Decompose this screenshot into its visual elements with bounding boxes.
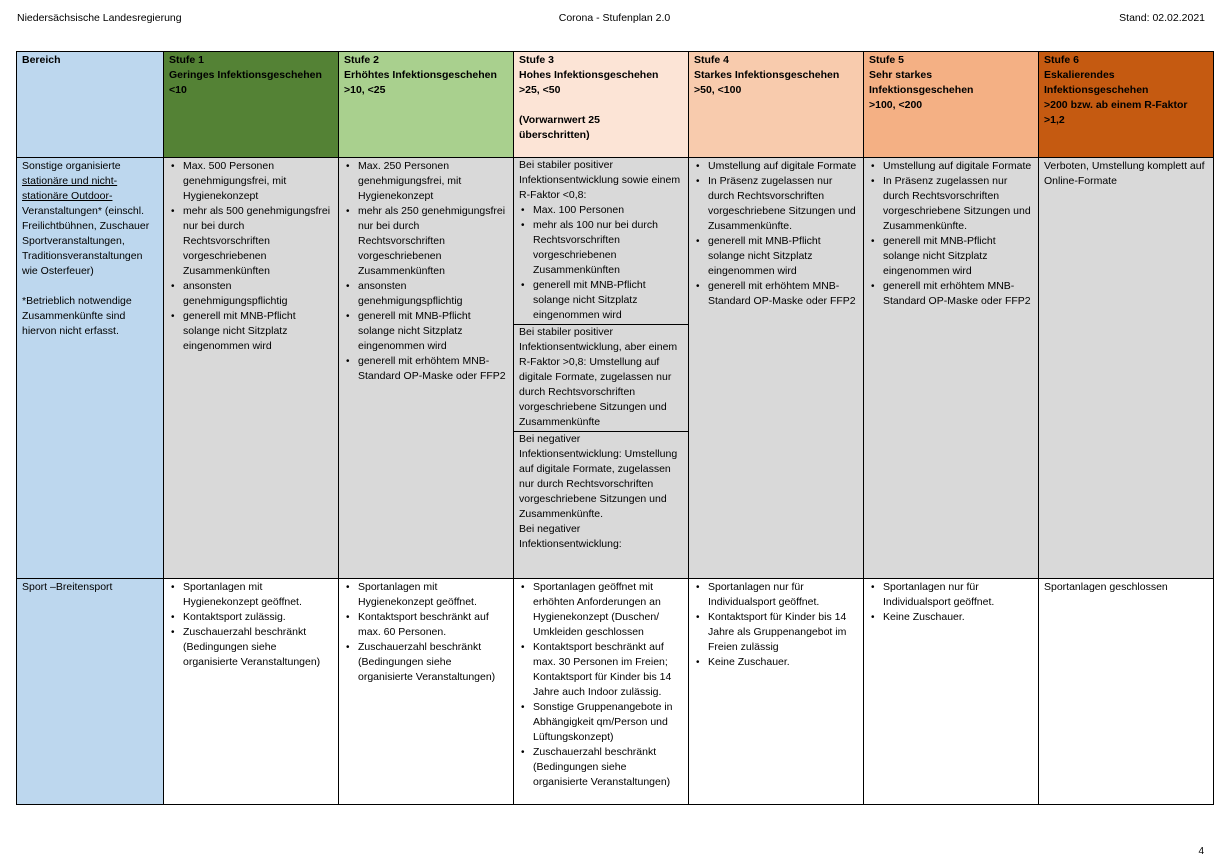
stufe3-list — [519, 580, 683, 790]
stufe2-cell — [339, 158, 514, 579]
stufe5-list — [869, 159, 1033, 309]
list-item: • Zuschauerzahl beschränkt (Bedingungen siehe organisierte Veranstaltungen) — [358, 640, 508, 685]
header-line: Bereich — [22, 54, 61, 66]
list-item: • ansonsten genehmigungspflichtig — [358, 279, 508, 309]
header-line: (Vorwarnwert 25 — [519, 114, 600, 126]
table-row-sport — [17, 579, 1214, 805]
list-item: • Sportanlagen nur für Individualsport geöffnet. — [883, 580, 1033, 610]
stufe4-cell — [689, 579, 864, 805]
header-cell-stufe-2 — [339, 52, 514, 158]
list-item: • Kontaktsport beschränkt auf max. 30 Personen im Freien; Kontaktsport für Kinder bis 14 Jahre auch Indoor zulässig. — [533, 640, 683, 700]
stufenplan-table — [16, 51, 1214, 805]
list-item: • ansonsten genehmigungspflichtig — [183, 279, 333, 309]
list-item: • generell mit erhöhtem MNB-Standard OP-Maske oder FFP2 — [358, 354, 508, 384]
stufe2-cell — [339, 579, 514, 805]
segment-text: Bei stabiler positiver Infektionsentwicklung, aber einem R-Faktor >0,8: Umstellung auf digitale Formate, zugelassen nur durch Rechtsvorschriften vorgeschriebene Sitzungen und Zusammenkünfte — [519, 326, 678, 428]
list-item: • Kontaktsport zulässig. — [183, 610, 333, 625]
list-item: • Sonstige Gruppenangebote in Abhängigkeit qm/Person und Lüftungskonzept) — [533, 700, 683, 745]
list-item: • Sportanlagen nur für Individualsport geöffnet. — [708, 580, 858, 610]
list-item: • Umstellung auf digitale Formate — [883, 159, 1033, 174]
stufe3-cell — [514, 579, 689, 805]
list-item: • Sportanlagen geöffnet mit erhöhten Anforderungen an Hygienekonzept (Duschen/ Umkleiden geschlossen — [533, 580, 683, 640]
segment-intro: Bei stabiler positiver Infektionsentwicklung sowie einem R-Faktor <0,8: — [519, 159, 681, 201]
stufe1-cell — [164, 579, 339, 805]
stufe6-cell: Verboten, Umstellung komplett auf Online-Formate — [1039, 158, 1214, 579]
header-line: Stufe 4 — [694, 54, 730, 66]
header-line: >25, <50 — [519, 84, 561, 96]
stufe3-segment-stable-low-r — [514, 158, 688, 325]
table-row-veranstaltungen — [17, 158, 1214, 579]
stufe1-list — [169, 580, 333, 670]
header-line: <10 — [169, 84, 187, 96]
header-line: Stufe 1 — [169, 54, 205, 66]
stufe4-list — [694, 159, 858, 309]
list-item: • Max. 100 Personen — [533, 203, 683, 218]
bereich-text: Sonstige organisierte — [22, 160, 121, 172]
header-line: >10, <25 — [344, 84, 386, 96]
stufe2-list — [344, 159, 508, 384]
list-item: • In Präsenz zugelassen nur durch Rechtsvorschriften vorgeschriebene Sitzungen und Zusammenkünfte. — [883, 174, 1033, 234]
list-item: • Kontaktsport beschränkt auf max. 60 Personen. — [358, 610, 508, 640]
list-item: • generell mit MNB-Pflicht solange nicht Sitzplatz eingenommen wird — [533, 278, 683, 323]
header-line: Infektionsgeschehen — [1044, 84, 1149, 96]
page-number: 4 — [1198, 846, 1204, 857]
header-line: Eskalierendes — [1044, 69, 1115, 81]
list-item: • In Präsenz zugelassen nur durch Rechtsvorschriften vorgeschriebene Sitzungen und Zusammenkünfte. — [708, 174, 858, 234]
stufe5-cell — [864, 579, 1039, 805]
header-date: Stand: 02.02.2021 — [1119, 12, 1205, 24]
list-item: • Zuschauerzahl beschränkt (Bedingungen siehe organisierte Veranstaltungen) — [533, 745, 683, 790]
stufe4-list — [694, 580, 858, 670]
list-item: • Max. 250 Personen genehmigungsfrei, mit Hygienekonzept — [358, 159, 508, 204]
header-left: Niedersächsische Landesregierung — [17, 12, 182, 24]
list-item: • Keine Zuschauer. — [708, 655, 858, 670]
header-cell-stufe-1 — [164, 52, 339, 158]
bereich-note: *Betrieblich notwendige Zusammenkünfte sind hiervon nicht erfasst. — [22, 295, 132, 337]
segment-text: Bei negativer Infektionsentwicklung: Umstellung auf digitale Formate, zugelassen nur durch Rechtsvorschriften vorgeschriebene Sitzungen und Zusammenkünfte. — [519, 433, 678, 520]
bereich-text-after: Veranstaltungen* (einschl. Freilichtbühnen, Zuschauer Sportveranstaltungen, Traditionsveranstaltungen wie Osterfeuer) — [22, 205, 150, 277]
header-line: >1,2 — [1044, 114, 1065, 126]
list-item: • Kontaktsport für Kinder bis 14 Jahre als Gruppenangebot im Freien zulässig — [708, 610, 858, 655]
list-item: • mehr als 500 genehmigungsfrei nur bei durch Rechtsvorschriften vorgeschriebenen Zusammenkünften — [183, 204, 333, 279]
stufe2-list — [344, 580, 508, 685]
header-line: >50, <100 — [694, 84, 742, 96]
header-line: Starkes Infektionsgeschehen — [694, 69, 840, 81]
table-header-row — [17, 52, 1214, 158]
header-cell-stufe-4 — [689, 52, 864, 158]
list-item: • Max. 500 Personen genehmigungsfrei, mit Hygienekonzept — [183, 159, 333, 204]
list-item: • Sportanlagen mit Hygienekonzept geöffnet. — [183, 580, 333, 610]
header-line — [519, 98, 683, 113]
header-line: überschritten) — [519, 129, 590, 141]
header-line: >200 bzw. ab einem R-Faktor — [1044, 99, 1188, 111]
stufe3-cell — [514, 158, 689, 579]
header-line: Stufe 3 — [519, 54, 555, 66]
header-line: Stufe 2 — [344, 54, 380, 66]
list-item: • Umstellung auf digitale Formate — [708, 159, 858, 174]
segment-tail: Bei negativer Infektionsentwicklung: — [519, 523, 622, 550]
header-line: Erhöhtes Infektionsgeschehen — [344, 69, 497, 81]
header-line: Sehr starkes — [869, 69, 933, 81]
header-title: Corona - Stufenplan 2.0 — [558, 12, 671, 24]
bereich-cell-sport: Sport –Breitensport — [17, 579, 164, 805]
header-line: Hohes Infektionsgeschehen — [519, 69, 659, 81]
list-item: • mehr als 250 genehmigungsfrei nur bei durch Rechtsvorschriften vorgeschriebenen Zusammenkünften — [358, 204, 508, 279]
bereich-cell-veranstaltungen — [17, 158, 164, 579]
header-line: >100, <200 — [869, 99, 923, 111]
list-item: • mehr als 100 nur bei durch Rechtsvorschriften vorgeschriebenen Zusammenkünften — [533, 218, 683, 278]
segment-list — [519, 203, 683, 323]
stufe3-segment-negative — [514, 432, 688, 571]
header-line: Infektionsgeschehen — [869, 84, 974, 96]
header-line: Geringes Infektionsgeschehen — [169, 69, 322, 81]
list-item: • generell mit MNB-Pflicht solange nicht Sitzplatz eingenommen wird — [183, 309, 333, 354]
list-item: • Sportanlagen mit Hygienekonzept geöffnet. — [358, 580, 508, 610]
stufe5-cell — [864, 158, 1039, 579]
stufe3-segment-stable-high-r — [514, 325, 688, 432]
header-cell-stufe-5 — [864, 52, 1039, 158]
header-line: Stufe 6 — [1044, 54, 1080, 66]
bereich-underlined-2: stationäre Outdoor- — [22, 190, 113, 202]
stufe4-cell — [689, 158, 864, 579]
list-item: • Zuschauerzahl beschränkt (Bedingungen siehe organisierte Veranstaltungen) — [183, 625, 333, 670]
stufe1-list — [169, 159, 333, 354]
bereich-underlined-1: stationäre und nicht- — [22, 175, 118, 187]
list-item: • generell mit MNB-Pflicht solange nicht Sitzplatz eingenommen wird — [358, 309, 508, 354]
stufe6-cell: Sportanlagen geschlossen — [1039, 579, 1214, 805]
list-item: • generell mit erhöhtem MNB-Standard OP-Maske oder FFP2 — [708, 279, 858, 309]
list-item: • generell mit MNB-Pflicht solange nicht Sitzplatz eingenommen wird — [708, 234, 858, 279]
list-item: • generell mit MNB-Pflicht solange nicht Sitzplatz eingenommen wird — [883, 234, 1033, 279]
header-cell-bereich — [17, 52, 164, 158]
header-cell-stufe-6 — [1039, 52, 1214, 158]
stufe1-cell — [164, 158, 339, 579]
header-cell-stufe-3 — [514, 52, 689, 158]
list-item: • generell mit erhöhtem MNB-Standard OP-Maske oder FFP2 — [883, 279, 1033, 309]
stufe5-list — [869, 580, 1033, 625]
list-item: • Keine Zuschauer. — [883, 610, 1033, 625]
header-line: Stufe 5 — [869, 54, 905, 66]
